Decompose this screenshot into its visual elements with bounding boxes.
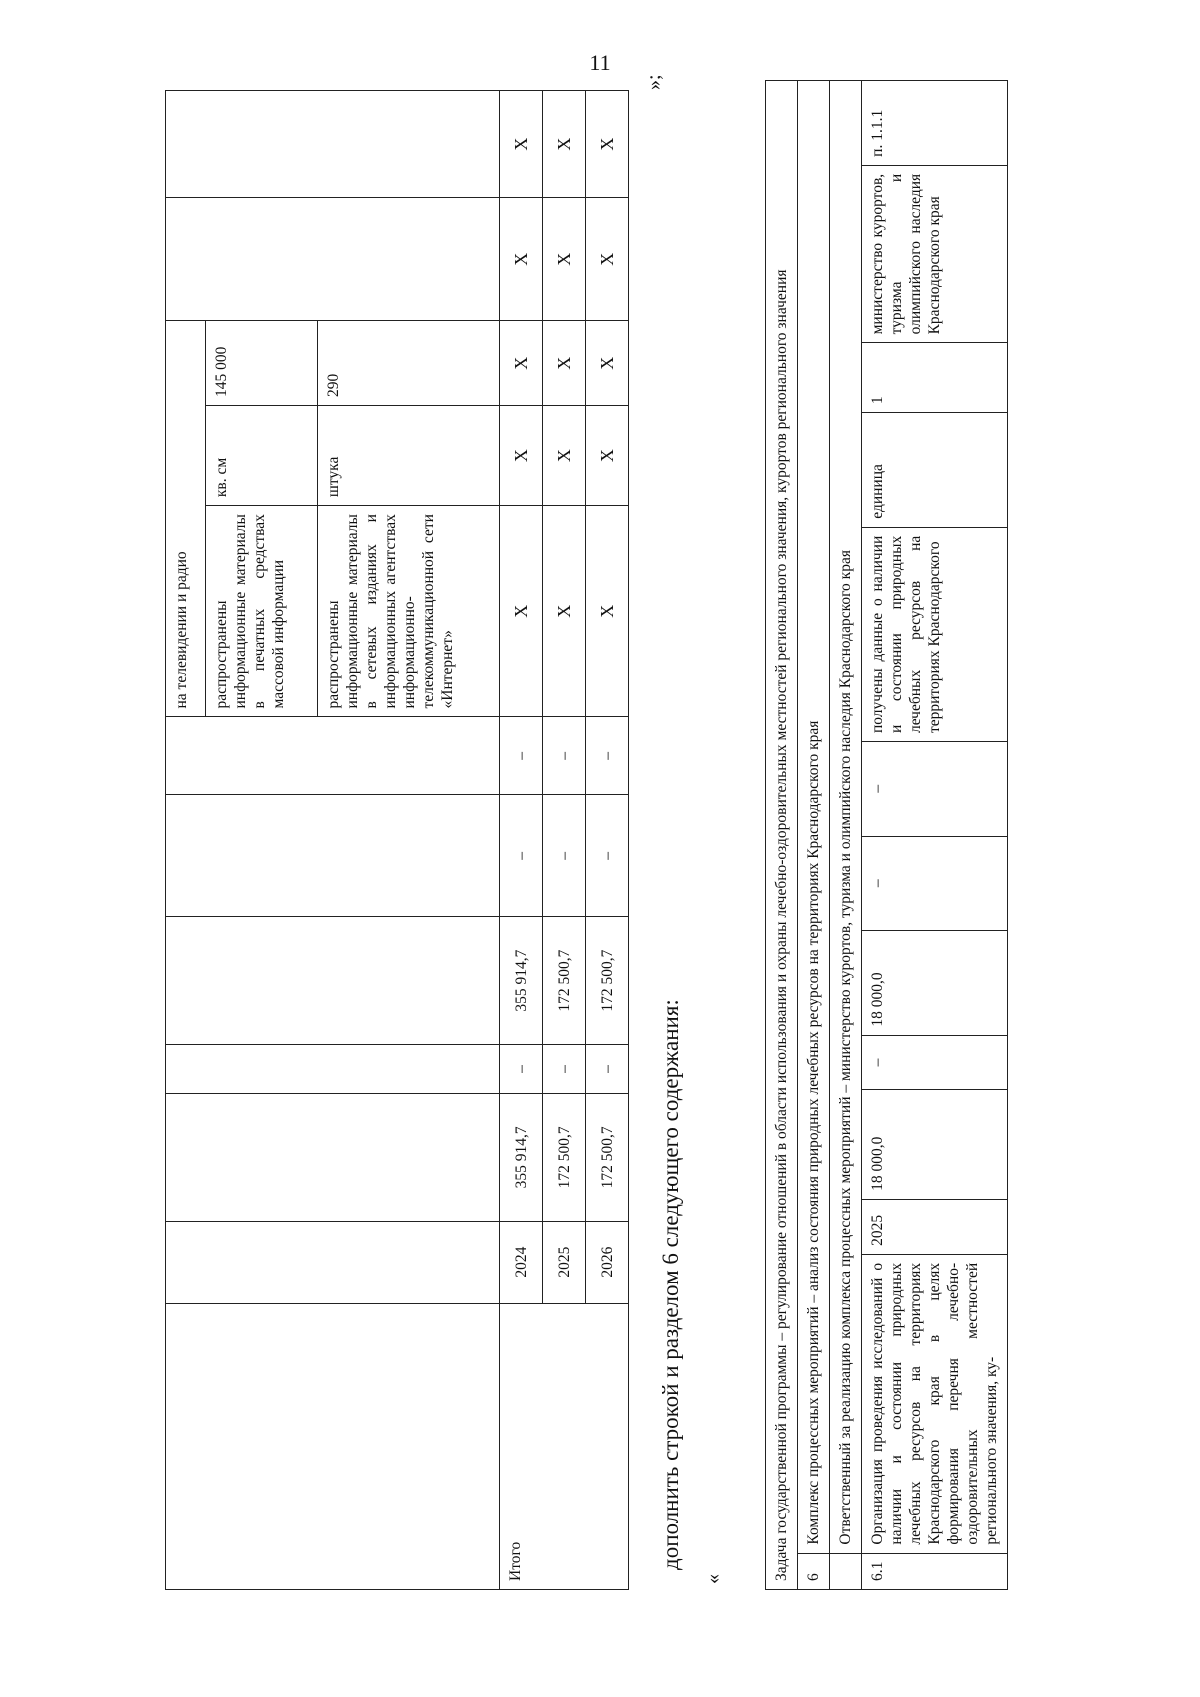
rotated-content xyxy=(165,0,1165,1590)
fed-cell: – xyxy=(500,1044,543,1093)
x-cell: X xyxy=(500,321,543,406)
responsible-row: Ответственный за реализацию комплекса процессных мероприятий – министерство курортов, туризма и олимпийского наследия Краснодарского края xyxy=(830,81,862,1554)
result-online: распространены информационные материалы в сетевых изданиях и информационных агентствах информационно-телекоммуникационной сети «Интернет» xyxy=(318,506,500,717)
intro-text: дополнить строкой и разделом 6 следующего содержания: xyxy=(658,999,683,1570)
x-cell: X xyxy=(586,506,629,717)
x-cell: X xyxy=(543,198,586,321)
mun-cell: – xyxy=(500,795,543,917)
section-number: 6 xyxy=(798,1553,830,1589)
mun-cell: – xyxy=(586,795,629,917)
x-cell: X xyxy=(586,198,629,321)
year-cell: 2025 xyxy=(543,1221,586,1303)
extra-cell: – xyxy=(862,742,1008,836)
x-cell: X xyxy=(500,198,543,321)
table-row xyxy=(862,81,1008,1590)
x-cell: X xyxy=(500,406,543,506)
total-cell: 172 500,7 xyxy=(586,1094,629,1221)
x-cell: X xyxy=(543,406,586,506)
table-row xyxy=(830,81,862,1590)
fed-cell: – xyxy=(543,1044,586,1093)
row-number: 6.1 xyxy=(862,1553,1008,1589)
mun-cell: – xyxy=(543,795,586,917)
total-cell: 172 500,7 xyxy=(543,1094,586,1221)
opening-quote: « xyxy=(702,1574,724,1584)
value-print: 145 000 xyxy=(206,321,318,406)
extra-cell: – xyxy=(543,717,586,795)
year-cell: 2025 xyxy=(862,1199,1008,1254)
page-number: 11 xyxy=(589,50,611,75)
reg-cell: 172 500,7 xyxy=(543,917,586,1044)
table-row xyxy=(766,81,798,1590)
x-cell: X xyxy=(500,91,543,198)
table-row xyxy=(798,81,830,1590)
fed-cell: – xyxy=(586,1044,629,1093)
table-row xyxy=(166,91,206,1590)
unit-print: кв. см xyxy=(206,406,318,506)
budget-table-continued xyxy=(165,90,629,1590)
closing-quote: »; xyxy=(643,74,665,90)
section-title: Комплекс процессных мероприятий – анализ состояния природных лечебных ресурсов на территориях Краснодарского края xyxy=(798,81,830,1554)
executor-cell: министерство курортов, туризма и олимпийского наследия Краснодарского края xyxy=(862,165,1008,343)
reg-cell: 18 000,0 xyxy=(862,930,1008,1035)
result-tv-radio: на телевидении и радио xyxy=(166,321,206,717)
reg-cell: 355 914,7 xyxy=(500,917,543,1044)
total-cell: 355 914,7 xyxy=(500,1094,543,1221)
extra-cell: – xyxy=(500,717,543,795)
mun-cell: – xyxy=(862,836,1008,930)
extra-cell: – xyxy=(586,717,629,795)
year-cell: 2024 xyxy=(500,1221,543,1303)
x-cell: X xyxy=(543,321,586,406)
table-row xyxy=(500,91,543,1590)
measure-name: Организация проведения исследований о наличии и состоянии природных лечебных ресурсов на территориях Краснодарского края в целях формирования перечня лечебно-оздоровительных местностей регионального значения, ку- xyxy=(862,1254,1008,1553)
reg-cell: 172 500,7 xyxy=(586,917,629,1044)
result-print: распространены информационные материалы в печатных средствах массовой информации xyxy=(206,506,318,717)
task-row: Задача государственной программы – регулирование отношений в области использования и охраны лечебно-оздоровительных местностей регионального значения, курортов регионального значения xyxy=(766,81,798,1590)
x-cell: X xyxy=(586,406,629,506)
year-cell: 2026 xyxy=(586,1221,629,1303)
x-cell: X xyxy=(543,506,586,717)
total-cell: 18 000,0 xyxy=(862,1090,1008,1200)
x-cell: X xyxy=(500,506,543,717)
fed-cell: – xyxy=(862,1035,1008,1090)
total-label: Итого xyxy=(500,1303,629,1589)
unit-cell: единица xyxy=(862,413,1008,528)
result-cell: получены данные о наличии и состоянии природных лечебных ресурсов на территориях Краснодарского xyxy=(862,527,1008,741)
x-cell: X xyxy=(586,91,629,198)
unit-online: штука xyxy=(318,406,500,506)
value-cell: 1 xyxy=(862,343,1008,413)
x-cell: X xyxy=(543,91,586,198)
x-cell: X xyxy=(586,321,629,406)
value-online: 290 xyxy=(318,321,500,406)
link-cell: п. 1.1.1 xyxy=(862,81,1008,166)
section6-table xyxy=(765,80,1008,1590)
